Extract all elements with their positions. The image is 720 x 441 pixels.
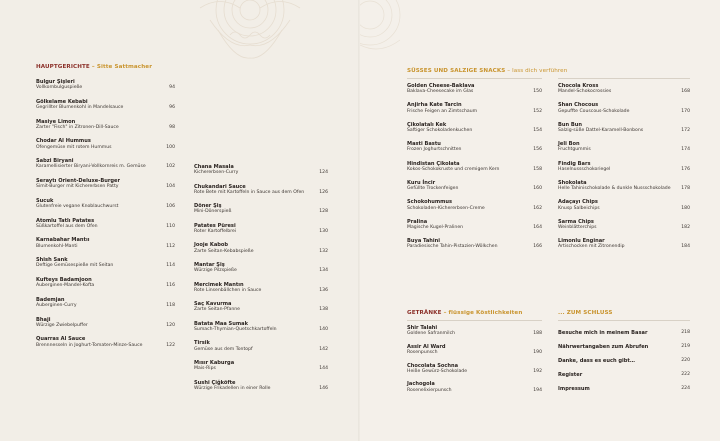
entry-description: Glutenfreie vegane Knoblauchwurst: [36, 203, 119, 209]
main-dishes-heading: HAUPTGERICHTE – Sitte Sattmacher: [36, 64, 153, 70]
floral-ornament-icon: [360, 0, 440, 70]
entry-page-number: 218: [681, 329, 690, 335]
entry-title: Impressum: [558, 386, 590, 393]
entry-page-number: 140: [319, 326, 328, 332]
toc-entry[interactable]: [194, 380, 328, 400]
toc-entry[interactable]: [407, 180, 542, 199]
snacks-column-2: [558, 83, 690, 258]
entry-page-number: 116: [166, 283, 175, 289]
toc-entry[interactable]: [407, 141, 542, 160]
entry-page-number: 164: [533, 224, 542, 230]
entry-page-number: 114: [166, 263, 175, 269]
entry-description: Gemüse aus dem Tontopf: [194, 346, 253, 352]
closing-divider: [558, 320, 690, 321]
entry-title: Saç Kavurma: [194, 301, 232, 308]
entry-description: Gepuffte Couscous-Schokolade: [558, 108, 630, 114]
closing-heading: ... ZUM SCHLUSS: [558, 310, 613, 316]
entry-page-number: 176: [681, 166, 690, 172]
toc-entry[interactable]: [36, 198, 175, 218]
entry-page-number: 126: [319, 189, 328, 195]
toc-entry[interactable]: [194, 262, 328, 282]
entry-description: Goldene Safranmilch: [407, 331, 456, 337]
entry-title: Çikolatalı Kek: [407, 121, 447, 128]
toc-entry[interactable]: [36, 317, 175, 337]
entry-page-number: 144: [319, 366, 328, 372]
toc-entry[interactable]: [558, 83, 690, 102]
toc-entry[interactable]: [558, 371, 690, 385]
entry-description: Fruchtgummis: [558, 147, 591, 153]
entry-page-number: 188: [533, 331, 542, 337]
entry-title: Kufteys Badamjoon: [36, 276, 92, 283]
entry-page-number: 172: [681, 127, 690, 133]
right-page: [360, 0, 720, 441]
toc-entry[interactable]: [558, 385, 690, 399]
entry-page-number: 94: [169, 85, 175, 91]
entry-title: Sucuk: [36, 197, 54, 204]
entry-page-number: 96: [169, 104, 175, 110]
entry-title: Chukandari Sauce: [194, 183, 246, 190]
toc-entry[interactable]: [407, 161, 542, 180]
toc-entry[interactable]: [558, 219, 690, 238]
toc-entry[interactable]: [194, 184, 328, 204]
entry-page-number: 190: [533, 349, 542, 355]
entry-title: Bulgur Şişleri: [36, 79, 75, 85]
toc-entry[interactable]: [194, 360, 328, 380]
entry-page-number: 182: [681, 224, 690, 230]
entry-description: Mandel-Schokocrossies: [558, 89, 612, 95]
entry-page-number: 150: [533, 89, 542, 95]
snacks-divider: [407, 78, 542, 79]
entry-page-number: 110: [166, 223, 175, 229]
entry-title: Register: [558, 372, 583, 379]
entry-page-number: 156: [533, 147, 542, 153]
entry-description: Rosenpunsch: [407, 349, 438, 355]
entry-description: Blumenkohl-Manti: [36, 243, 78, 249]
entry-title: Chocola Kross: [558, 83, 599, 89]
entry-page-number: 106: [166, 203, 175, 209]
entry-title: Pralina: [407, 218, 428, 225]
entry-page-number: 192: [533, 368, 542, 374]
entry-page-number: 178: [681, 186, 690, 192]
entry-description: Helle Tahinischokolade & dunkle Nussschokolade: [558, 186, 671, 192]
entry-description: Kokos-Schokokruste und cremigem Kern: [407, 166, 500, 172]
entry-page-number: 222: [681, 372, 690, 378]
entry-description: Heiße Gewürz-Schokolade: [407, 368, 468, 374]
entry-description: Ofengemüse mit rotem Hummus: [36, 144, 112, 150]
entry-description: Gegrillter Blumenkohl in Mandelsauce: [36, 104, 124, 110]
entry-title: Bun Bun: [558, 121, 583, 128]
toc-entry[interactable]: [407, 102, 542, 121]
entry-title: Jachogola: [407, 381, 435, 388]
entry-title: Bademjan: [36, 296, 65, 303]
entry-description: Sumach-Thymian-Quetschkartoffeln: [194, 326, 277, 332]
entry-description: Salzig-süße Dattel-Karamell-Bonbons: [558, 127, 644, 133]
entry-description: Rote Linsenbällchen in Sauce: [194, 287, 262, 293]
toc-entry[interactable]: [194, 242, 328, 262]
entry-description: Haselnussschokoriegel: [558, 166, 611, 172]
entry-page-number: 162: [533, 205, 542, 211]
toc-entry[interactable]: [36, 297, 175, 317]
entry-description: Artischocken mit Zitronendip: [558, 244, 625, 250]
entry-title: Shan Chocous: [558, 102, 599, 109]
entry-page-number: 118: [166, 302, 175, 308]
entry-description: Frische Feigen an Zimtschaum: [407, 108, 478, 114]
entry-page-number: 134: [319, 268, 328, 274]
entry-title: Döner Şiş: [194, 203, 222, 210]
entry-description: Schokoladen-Kichererbsen-Creme: [407, 205, 485, 211]
entry-description: Zarter "Fisch" in Zitronen-Dill-Sauce: [36, 124, 119, 130]
toc-entry[interactable]: [36, 99, 175, 119]
toc-entry[interactable]: [558, 180, 690, 199]
toc-entry[interactable]: [558, 102, 690, 121]
entry-title: Sarma Chips: [558, 218, 594, 225]
toc-entry[interactable]: [36, 178, 175, 198]
toc-entry[interactable]: [194, 301, 328, 321]
toc-entry[interactable]: [558, 342, 690, 356]
entry-title: Patates Püresi: [194, 222, 236, 229]
entry-page-number: 98: [169, 124, 175, 130]
entry-title: Besuche mich in meinem Basar: [558, 329, 648, 336]
entry-description: Paradiesische Tahin-Pistazien-Wölkchen: [407, 244, 498, 250]
toc-entry[interactable]: [36, 336, 175, 356]
toc-entry[interactable]: [407, 122, 542, 141]
entry-description: Rosenelixierpunsch: [407, 387, 452, 393]
entry-title: Findig Bars: [558, 160, 591, 167]
entry-title: Karnabahar Mantıı: [36, 237, 90, 244]
toc-entry[interactable]: [194, 282, 328, 302]
toc-entry[interactable]: [407, 83, 542, 102]
toc-entry[interactable]: [36, 277, 175, 297]
entry-description: Simit-Burger mit Kichererbsen Patty: [36, 184, 119, 190]
toc-entry[interactable]: [36, 237, 175, 257]
entry-page-number: 146: [319, 385, 328, 391]
entry-title: Sushi Çiğköfte: [194, 379, 236, 386]
entry-page-number: 152: [533, 108, 542, 114]
entry-description: Rote Bete mit Kartoffeln in Sauce aus dem Ofen: [194, 189, 305, 195]
entry-title: Assir Al Ward: [407, 343, 446, 350]
entry-page-number: 104: [166, 184, 175, 190]
toc-entry[interactable]: [36, 218, 175, 238]
floral-ornament-icon: [190, 0, 360, 80]
entry-title: Sabzi Biryani: [36, 158, 74, 165]
toc-entry[interactable]: [407, 325, 542, 344]
entry-description: Mais-Rips: [194, 366, 216, 372]
entry-title: Limonlu Enginar: [558, 238, 605, 245]
entry-title: Bhaji: [36, 316, 51, 323]
entry-title: Masiye Limon: [36, 118, 76, 125]
entry-description: Brennnesseln in Joghurt-Tomaten-Minze-Sauce: [36, 342, 143, 348]
entry-page-number: 122: [166, 342, 175, 348]
entry-title: Mantar Şiş: [194, 261, 225, 268]
entry-page-number: 184: [681, 244, 690, 250]
entry-description: Baklava-Cheesecake im Glas: [407, 89, 474, 95]
entry-description: Vollkornbulguspieße: [36, 85, 83, 91]
entry-description: Würzige Frikadellen in einer Rolle: [194, 385, 271, 391]
entry-page-number: 100: [166, 144, 175, 150]
entry-title: Danke, dass es euch gibt…: [558, 357, 635, 364]
entry-description: Auberginen-Curry: [36, 302, 77, 308]
entry-title: Seraytı Orient-Deluxe-Burger: [36, 177, 120, 184]
snacks-divider: [558, 78, 690, 79]
entry-page-number: 120: [166, 322, 175, 328]
entry-description: Knusp Salbeichips: [558, 205, 600, 211]
entry-page-number: 124: [319, 170, 328, 176]
entry-page-number: 160: [533, 186, 542, 192]
toc-entry[interactable]: [558, 199, 690, 218]
entry-description: Karamellisierter Biryani-Vollkornreis m. Gemüse: [36, 164, 146, 170]
toc-entry[interactable]: [36, 119, 175, 139]
closing-column: [558, 328, 690, 399]
entry-description: Weinblätterchips: [558, 224, 597, 230]
entry-title: Atomlu Tatlı Patates: [36, 217, 95, 224]
entry-title: Buya Tahini: [407, 238, 441, 245]
toc-entry[interactable]: [36, 138, 175, 158]
entry-description: Zarte Seitan-Pfanne: [194, 307, 240, 313]
entry-description: Roter Kartoffelbrei: [194, 228, 237, 234]
toc-entry[interactable]: [36, 79, 175, 99]
entry-description: Süßkartoffel aus dem Ofen: [36, 223, 98, 229]
entry-page-number: 168: [681, 89, 690, 95]
entry-page-number: 132: [319, 248, 328, 254]
toc-entry[interactable]: [194, 340, 328, 360]
entry-page-number: 102: [166, 164, 175, 170]
toc-entry[interactable]: [407, 199, 542, 218]
drinks-heading: GETRÄNKE – flüssige Köstlichkeiten: [407, 310, 523, 316]
toc-entry[interactable]: [407, 219, 542, 238]
entry-page-number: 136: [319, 287, 328, 293]
toc-entry[interactable]: [194, 203, 328, 223]
toc-entry[interactable]: [407, 344, 542, 363]
toc-entry[interactable]: [194, 321, 328, 341]
toc-entry[interactable]: [558, 356, 690, 370]
entry-page-number: 194: [533, 387, 542, 393]
entry-description: Deftige Gemüsespieße mit Seitan: [36, 263, 114, 269]
entry-page-number: 224: [681, 386, 690, 392]
entry-title: Mısır Kaburga: [194, 359, 235, 366]
entry-description: Mini-Dönerspieß: [194, 209, 232, 215]
entry-page-number: 174: [681, 147, 690, 153]
entry-title: Chodar Al Hummus: [36, 138, 91, 145]
main-dishes-column-2: [194, 164, 328, 399]
entry-page-number: 130: [319, 228, 328, 234]
toc-entry[interactable]: [558, 161, 690, 180]
entry-title: Kuru İncir: [407, 179, 436, 186]
toc-entry[interactable]: [36, 158, 175, 178]
drinks-divider: [407, 320, 542, 321]
entry-title: Shish Sank: [36, 257, 68, 264]
entry-title: Shir Talahi: [407, 325, 438, 331]
entry-description: Gefüllte Trockenfeigen: [407, 186, 459, 192]
entry-description: Magische Kugel-Pralinen: [407, 224, 464, 230]
toc-entry[interactable]: [558, 328, 690, 342]
entry-title: Jeli Bon: [558, 141, 580, 148]
entry-title: Quarras Al Sauce: [36, 336, 86, 343]
entry-page-number: 142: [319, 346, 328, 352]
entry-description: Würzige Pilzspieße: [194, 268, 237, 274]
entry-title: Schokohummus: [407, 199, 453, 206]
entry-page-number: 112: [166, 243, 175, 249]
entry-title: Jooje Kabob: [194, 242, 229, 249]
entry-page-number: 158: [533, 166, 542, 172]
main-dishes-column-1: [36, 79, 175, 356]
entry-page-number: 180: [681, 205, 690, 211]
drinks-column: [407, 325, 542, 400]
entry-description: Frozen Joghurtschnitten: [407, 147, 462, 153]
toc-entry[interactable]: [407, 381, 542, 400]
entry-title: Adaçayı Chips: [558, 199, 598, 206]
entry-page-number: 154: [533, 127, 542, 133]
toc-entry[interactable]: [36, 257, 175, 277]
toc-entry[interactable]: [558, 238, 690, 257]
toc-entry[interactable]: [407, 238, 542, 257]
entry-description: Kichererbsen-Curry: [194, 170, 239, 176]
entry-title: Tirsik: [194, 340, 210, 347]
entry-title: Shokolata: [558, 179, 587, 186]
entry-description: Auberginen-Mandel-Kofta: [36, 283, 95, 289]
entry-title: Chocolata Sochna: [407, 362, 459, 369]
entry-title: Nährwertangaben zum Abrufen: [558, 343, 649, 350]
toc-entry[interactable]: [194, 164, 328, 184]
entry-description: Saftiger Schokoladenkuchen: [407, 127, 473, 133]
toc-entry[interactable]: [558, 122, 690, 141]
entry-page-number: 219: [681, 343, 690, 349]
entry-page-number: 128: [319, 209, 328, 215]
entry-title: Gölkelame Kebabi: [36, 98, 88, 105]
toc-entry[interactable]: [407, 363, 542, 382]
entry-title: Hindistan Çikolata: [407, 160, 460, 167]
toc-entry[interactable]: [558, 141, 690, 160]
toc-entry[interactable]: [194, 223, 328, 243]
entry-title: Chana Masala: [194, 164, 234, 170]
snacks-column-1: [407, 83, 542, 258]
entry-title: Masti Bastu: [407, 141, 441, 148]
entry-page-number: 170: [681, 108, 690, 114]
entry-title: Golden Cheese-Baklava: [407, 83, 475, 89]
entry-page-number: 138: [319, 307, 328, 313]
entry-title: Mercimek Mantın: [194, 281, 244, 288]
entry-page-number: 166: [533, 244, 542, 250]
entry-description: Würzige Zwiebelpuffer: [36, 322, 88, 328]
entry-title: Anjirha Kate Tarcin: [407, 102, 462, 109]
snacks-heading: SÜSSES UND SALZIGE SNACKS – lass dich verführen: [407, 68, 568, 74]
entry-page-number: 220: [681, 357, 690, 363]
entry-description: Zarte Seitan-Kebabspieße: [194, 248, 254, 254]
entry-title: Batata Maa Sumak: [194, 320, 248, 327]
